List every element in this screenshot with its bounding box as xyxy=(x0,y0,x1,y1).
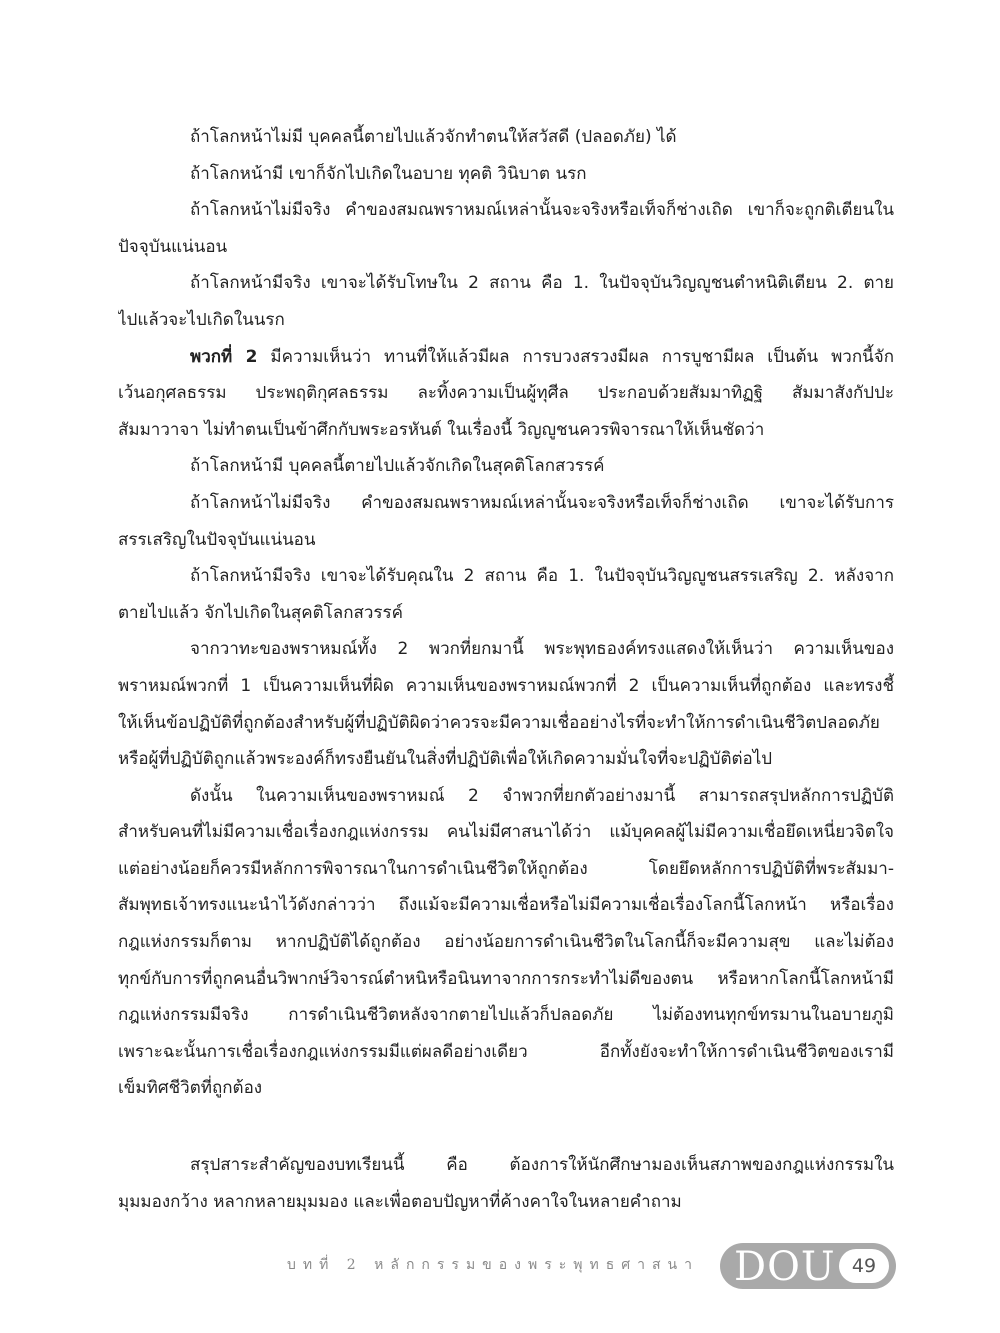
text-line xyxy=(118,192,894,229)
line-text: พราหมณ์พวกที่ 1 เป็นความเห็นที่ผิด ความเห็นของพราหมณ์พวกที่ 2 เป็นความเห็นที่ถูกต้อง และทรงชี้ xyxy=(118,675,894,696)
text-line xyxy=(118,522,894,559)
text-line xyxy=(118,924,894,961)
line-text: สัมมาวาจา ไม่ทำตนเป็นข้าศึกกับพระอรหันต์ ในเรื่องนี้ วิญญูชนควรพิจารณาให้เห็นชัดว่า xyxy=(118,419,765,440)
section-gap xyxy=(118,1107,894,1147)
chapter-title-footer: บทที่ 2 หลักกรรมของพระพุทธศาสนา xyxy=(287,1257,699,1273)
line-text: ถ้าโลกหน้ามี เขาก็จักไปเกิดในอบาย ทุคติ วินิบาต นรก xyxy=(190,163,587,184)
text-line xyxy=(118,339,894,376)
text-line xyxy=(118,814,894,851)
paragraph xyxy=(118,1147,894,1220)
line-text: กฎแห่งกรรมก็ตาม หากปฏิบัติได้ถูกต้อง อย่างน้อยการดำเนินชีวิตในโลกนี้ก็จะมีความสุข และไม่ต้อง xyxy=(118,932,894,953)
text-line xyxy=(118,851,894,888)
body-text xyxy=(118,119,894,1220)
line-text: เข็มทิศชีวิตที่ถูกต้อง xyxy=(118,1078,263,1099)
paragraph xyxy=(118,485,894,558)
text-line xyxy=(118,778,894,815)
text-line xyxy=(118,997,894,1034)
paragraph xyxy=(118,192,894,265)
text-line xyxy=(118,375,894,412)
line-text: จากวาทะของพราหมณ์ทั้ง 2 พวกที่ยกมานี้ พระพุทธองค์ทรงแสดงให้เห็นว่า ความเห็นของ xyxy=(190,639,894,660)
text-line xyxy=(118,1147,894,1184)
line-text: แต่อย่างน้อยก็ควรมีหลักการพิจารณาในการดำเนินชีวิตให้ถูกต้อง โดยยึดหลักการปฏิบัติที่พระสัมมา- xyxy=(118,858,894,879)
line-text: ปัจจุบันแน่นอน xyxy=(118,236,228,257)
line-text: สำหรับคนที่ไม่มีความเชื่อเรื่องกฎแห่งกรรม คนไม่มีศาสนาได้ว่า แม้บุคคลผู้ไม่มีความเชื่อยึดเหนี่ยวจิตใจ xyxy=(118,822,894,843)
paragraph xyxy=(118,778,894,1107)
line-text: มีความเห็นว่า ทานที่ให้แล้วมีผล การบวงสรวงมีผล การบูชามีผล เป็นต้น พวกนี้จัก xyxy=(257,346,894,367)
line-text: กฎแห่งกรรมมีจริง การดำเนินชีวิตหลังจากตายไปแล้วก็ปลอดภัย ไม่ต้องทนทุกข์ทรมานในอบายภูมิ xyxy=(118,1005,894,1026)
text-line xyxy=(118,887,894,924)
paragraph xyxy=(118,631,894,777)
line-text: เพราะฉะนั้นการเชื่อเรื่องกฎแห่งกรรมมีแต่ผลดีอย่างเดียว อีกทั้งยังจะทำให้การดำเนินชีวิตของเรามี xyxy=(118,1041,894,1062)
text-line xyxy=(118,668,894,705)
paragraph xyxy=(118,265,894,338)
text-line xyxy=(118,558,894,595)
line-text: สรุปสาระสำคัญของบทเรียนนี้ คือ ต้องการให้นักศึกษามองเห็นสภาพของกฎแห่งกรรมใน xyxy=(190,1155,894,1176)
line-text: ถ้าโลกหน้ามี บุคคลนี้ตายไปแล้วจักเกิดในสุคติโลกสวรรค์ xyxy=(190,456,605,477)
line-text: เว้นอกุศลธรรม ประพฤติกุศลธรรม ละทิ้งความเป็นผู้ทุศีล ประกอบด้วยสัมมาทิฏฐิ สัมมาสังกัปปะ xyxy=(118,383,894,404)
line-text: ทุกข์กับการที่ถูกคนอื่นวิพากษ์วิจารณ์ตำหนิหรือนินทาจากการกระทำไม่ดีของตน หรือหากโลกนี้โลกหน้ามี xyxy=(118,968,894,989)
text-line xyxy=(118,485,894,522)
paragraph xyxy=(118,339,894,449)
text-line xyxy=(118,1070,894,1107)
line-text: ไปแล้วจะไปเกิดในนรก xyxy=(118,309,285,330)
text-line xyxy=(118,302,894,339)
line-text: สรรเสริญในปัจจุบันแน่นอน xyxy=(118,529,316,550)
text-line xyxy=(118,631,894,668)
text-line xyxy=(118,961,894,998)
line-text: ถ้าโลกหน้าไม่มีจริง คำของสมณพราหมณ์เหล่านั้นจะจริงหรือเท็จก็ช่างเถิด เขาจะได้รับการ xyxy=(190,492,894,513)
paragraph xyxy=(118,119,894,156)
text-line xyxy=(118,448,894,485)
line-text: ถ้าโลกหน้าไม่มีจริง คำของสมณพราหมณ์เหล่านั้นจะจริงหรือเท็จก็ช่างเถิด เขาก็จะถูกติเตียนใน xyxy=(190,200,894,221)
line-text: ถ้าโลกหน้ามีจริง เขาจะได้รับโทษใน 2 สถาน คือ 1. ในปัจจุบันวิญญูชนตำหนิติเตียน 2. ตาย xyxy=(190,273,894,294)
line-text: ตายไปแล้ว จักไปเกิดในสุคติโลกสวรรค์ xyxy=(118,602,404,623)
paragraph xyxy=(118,558,894,631)
line-text: ถ้าโลกหน้าไม่มี บุคคลนี้ตายไปแล้วจักทำตนให้สวัสดี (ปลอดภัย) ได้ xyxy=(190,127,677,147)
paragraph xyxy=(118,156,894,193)
text-line xyxy=(118,412,894,449)
line-text: ให้เห็นข้อปฏิบัติที่ถูกต้องสำหรับผู้ที่ปฏิบัติผิดว่าควรจะมีความเชื่ออย่างไรที่จะทำให้การดำเนินชีวิตปลอดภัย xyxy=(118,712,880,733)
line-text: ถ้าโลกหน้ามีจริง เขาจะได้รับคุณใน 2 สถาน คือ 1. ในปัจจุบันวิญญูชนสรรเสริญ 2. หลังจาก xyxy=(190,566,894,587)
paragraph xyxy=(118,448,894,485)
line-text: สัมพุทธเจ้าทรงแนะนำไว้ดังกล่าวว่า ถึงแม้จะมีความเชื่อหรือไม่มีความเชื่อเรื่องโลกนี้โลกหน้า หรือเรื่อง xyxy=(118,895,894,916)
text-line xyxy=(118,595,894,632)
text-line xyxy=(118,119,894,156)
text-line xyxy=(118,265,894,302)
text-line xyxy=(118,1034,894,1071)
line-text: มุมมองกว้าง หลากหลายมุมมอง และเพื่อตอบปัญหาที่ค้างคาใจในหลายคำถาม xyxy=(118,1191,682,1212)
dou-badge xyxy=(720,1243,896,1289)
page-number: 49 xyxy=(839,1249,889,1283)
text-line xyxy=(118,156,894,193)
text-line xyxy=(118,741,894,778)
bold-lead: พวกที่ 2 xyxy=(190,346,258,367)
dou-logo-text: DOU xyxy=(734,1244,836,1290)
text-line xyxy=(118,229,894,266)
text-line xyxy=(118,1184,894,1221)
line-text: ดังนั้น ในความเห็นของพราหมณ์ 2 จำพวกที่ยกตัวอย่างมานี้ สามารถสรุปหลักการปฏิบัติ xyxy=(190,785,894,806)
text-line xyxy=(118,705,894,742)
line-text: หรือผู้ที่ปฏิบัติถูกแล้วพระองค์ก็ทรงยืนยันในสิ่งที่ปฏิบัติเพื่อให้เกิดความมั่นใจที่จะปฏิบัติต่อไป xyxy=(118,749,773,770)
